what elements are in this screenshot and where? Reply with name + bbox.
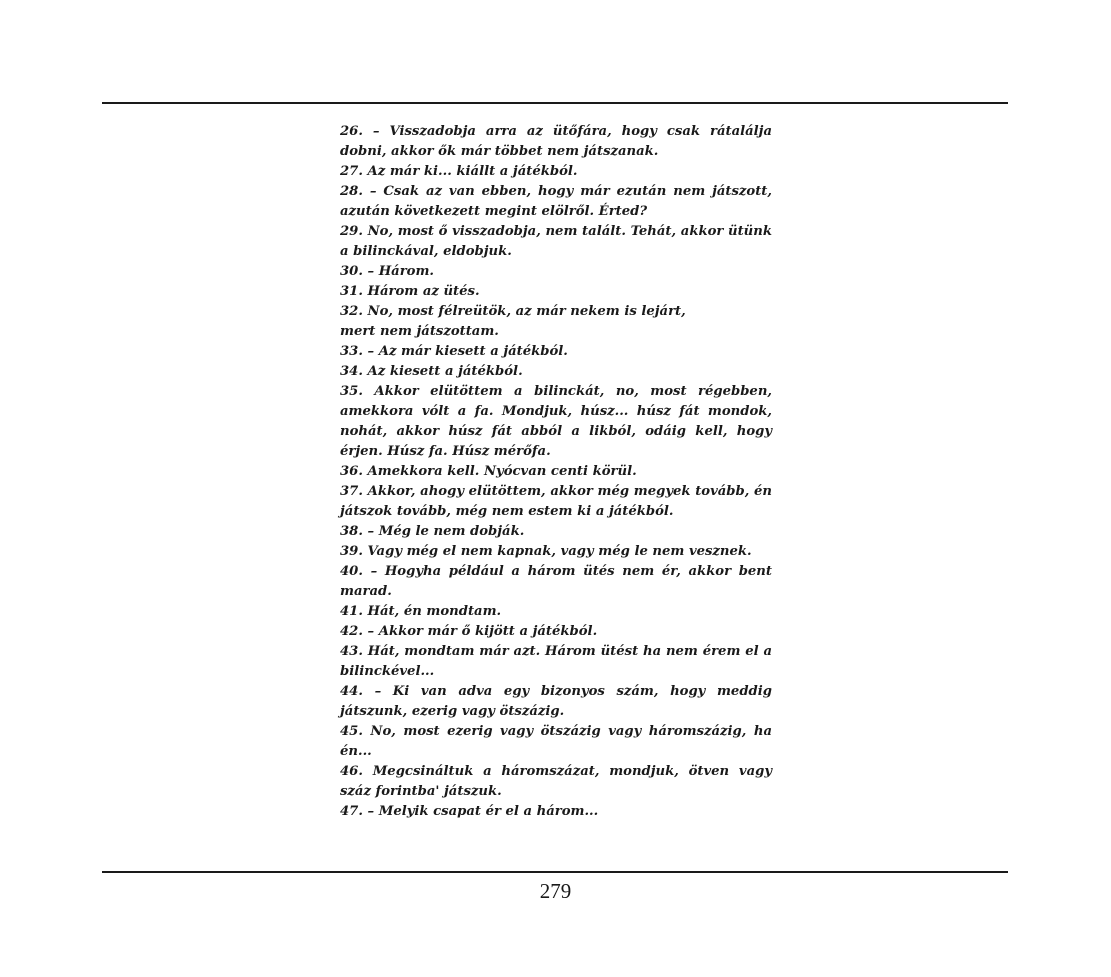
- paragraph-29: 29. No, most ő visszadobja, nem talált. Tehát, akkor ütünk a bilinckával, eldobjuk.: [340, 224, 772, 259]
- paragraph-43: 43. Hát, mondtam már azt. Három ütést ha nem érem el a bilinckével...: [340, 644, 772, 679]
- paragraph-44: 44. – Ki van adva egy bizonyos szám, hogy meddig játszunk, ezerig vagy ötszázig.: [340, 684, 772, 719]
- paragraph-42: 42. – Akkor már ő kijött a játékból.: [340, 624, 598, 639]
- paragraph-30: 30. – Három.: [340, 264, 435, 279]
- paragraph-36: 36. Amekkora kell. Nyócvan centi körül.: [340, 464, 637, 479]
- paragraph-34: 34. Az kiesett a játékból.: [340, 364, 523, 379]
- paragraph-32: 32. No, most félreütök, az már nekem is lejárt,: [340, 304, 686, 319]
- top-rule: [102, 102, 1008, 104]
- paragraph-37: 37. Akkor, ahogy elütöttem, akkor még megyek tovább, én játszok tovább, még nem estem ki a játékból.: [340, 484, 772, 519]
- paragraph-46: 46. Megcsináltuk a háromszázat, mondjuk, ötven vagy száz forintba' játszuk.: [340, 764, 772, 799]
- paragraph-45: 45. No, most ezerig vagy ötszázig vagy háromszázig, ha én...: [340, 724, 772, 759]
- paragraph-33: 33. – Az már kiesett a játékból.: [340, 344, 568, 359]
- bottom-rule: [102, 871, 1008, 873]
- paragraph-35: 35. Akkor elütöttem a bilinckát, no, most régebben, amekkora vólt a fa. Mondjuk, húsz... húsz fát mondok, nohát, akkor húsz fát abból a likból, odáig kell, hogy érjen. Húsz fa. Húsz mérőfa.: [340, 384, 772, 459]
- paragraph-41: 41. Hát, én mondtam.: [340, 604, 502, 619]
- paragraph-38: 38. – Még le nem dobják.: [340, 524, 525, 539]
- paragraph-40: 40. – Hogyha például a három ütés nem ér, akkor bent marad.: [340, 564, 772, 599]
- paragraph-28: 28. – Csak az van ebben, hogy már ezután nem játszott, azután következett megint elölről. Érted?: [340, 184, 772, 219]
- paragraph-39: 39. Vagy még el nem kapnak, vagy még le nem vesznek.: [340, 544, 752, 559]
- transcript-text: [340, 122, 772, 822]
- paragraph-26: 26. – Visszadobja arra az ütőfára, hogy csak rátalálja dobni, akkor ők már többet nem játszanak.: [340, 124, 772, 159]
- paragraph-47: 47. – Melyik csapat ér el a három...: [340, 804, 599, 819]
- page-number: 279: [539, 879, 572, 903]
- paragraph-31: 31. Három az ütés.: [340, 284, 480, 299]
- paragraph-32-continued: mert nem játszottam.: [340, 324, 499, 339]
- paragraph-27: 27. Az már ki... kiállt a játékból.: [340, 164, 578, 179]
